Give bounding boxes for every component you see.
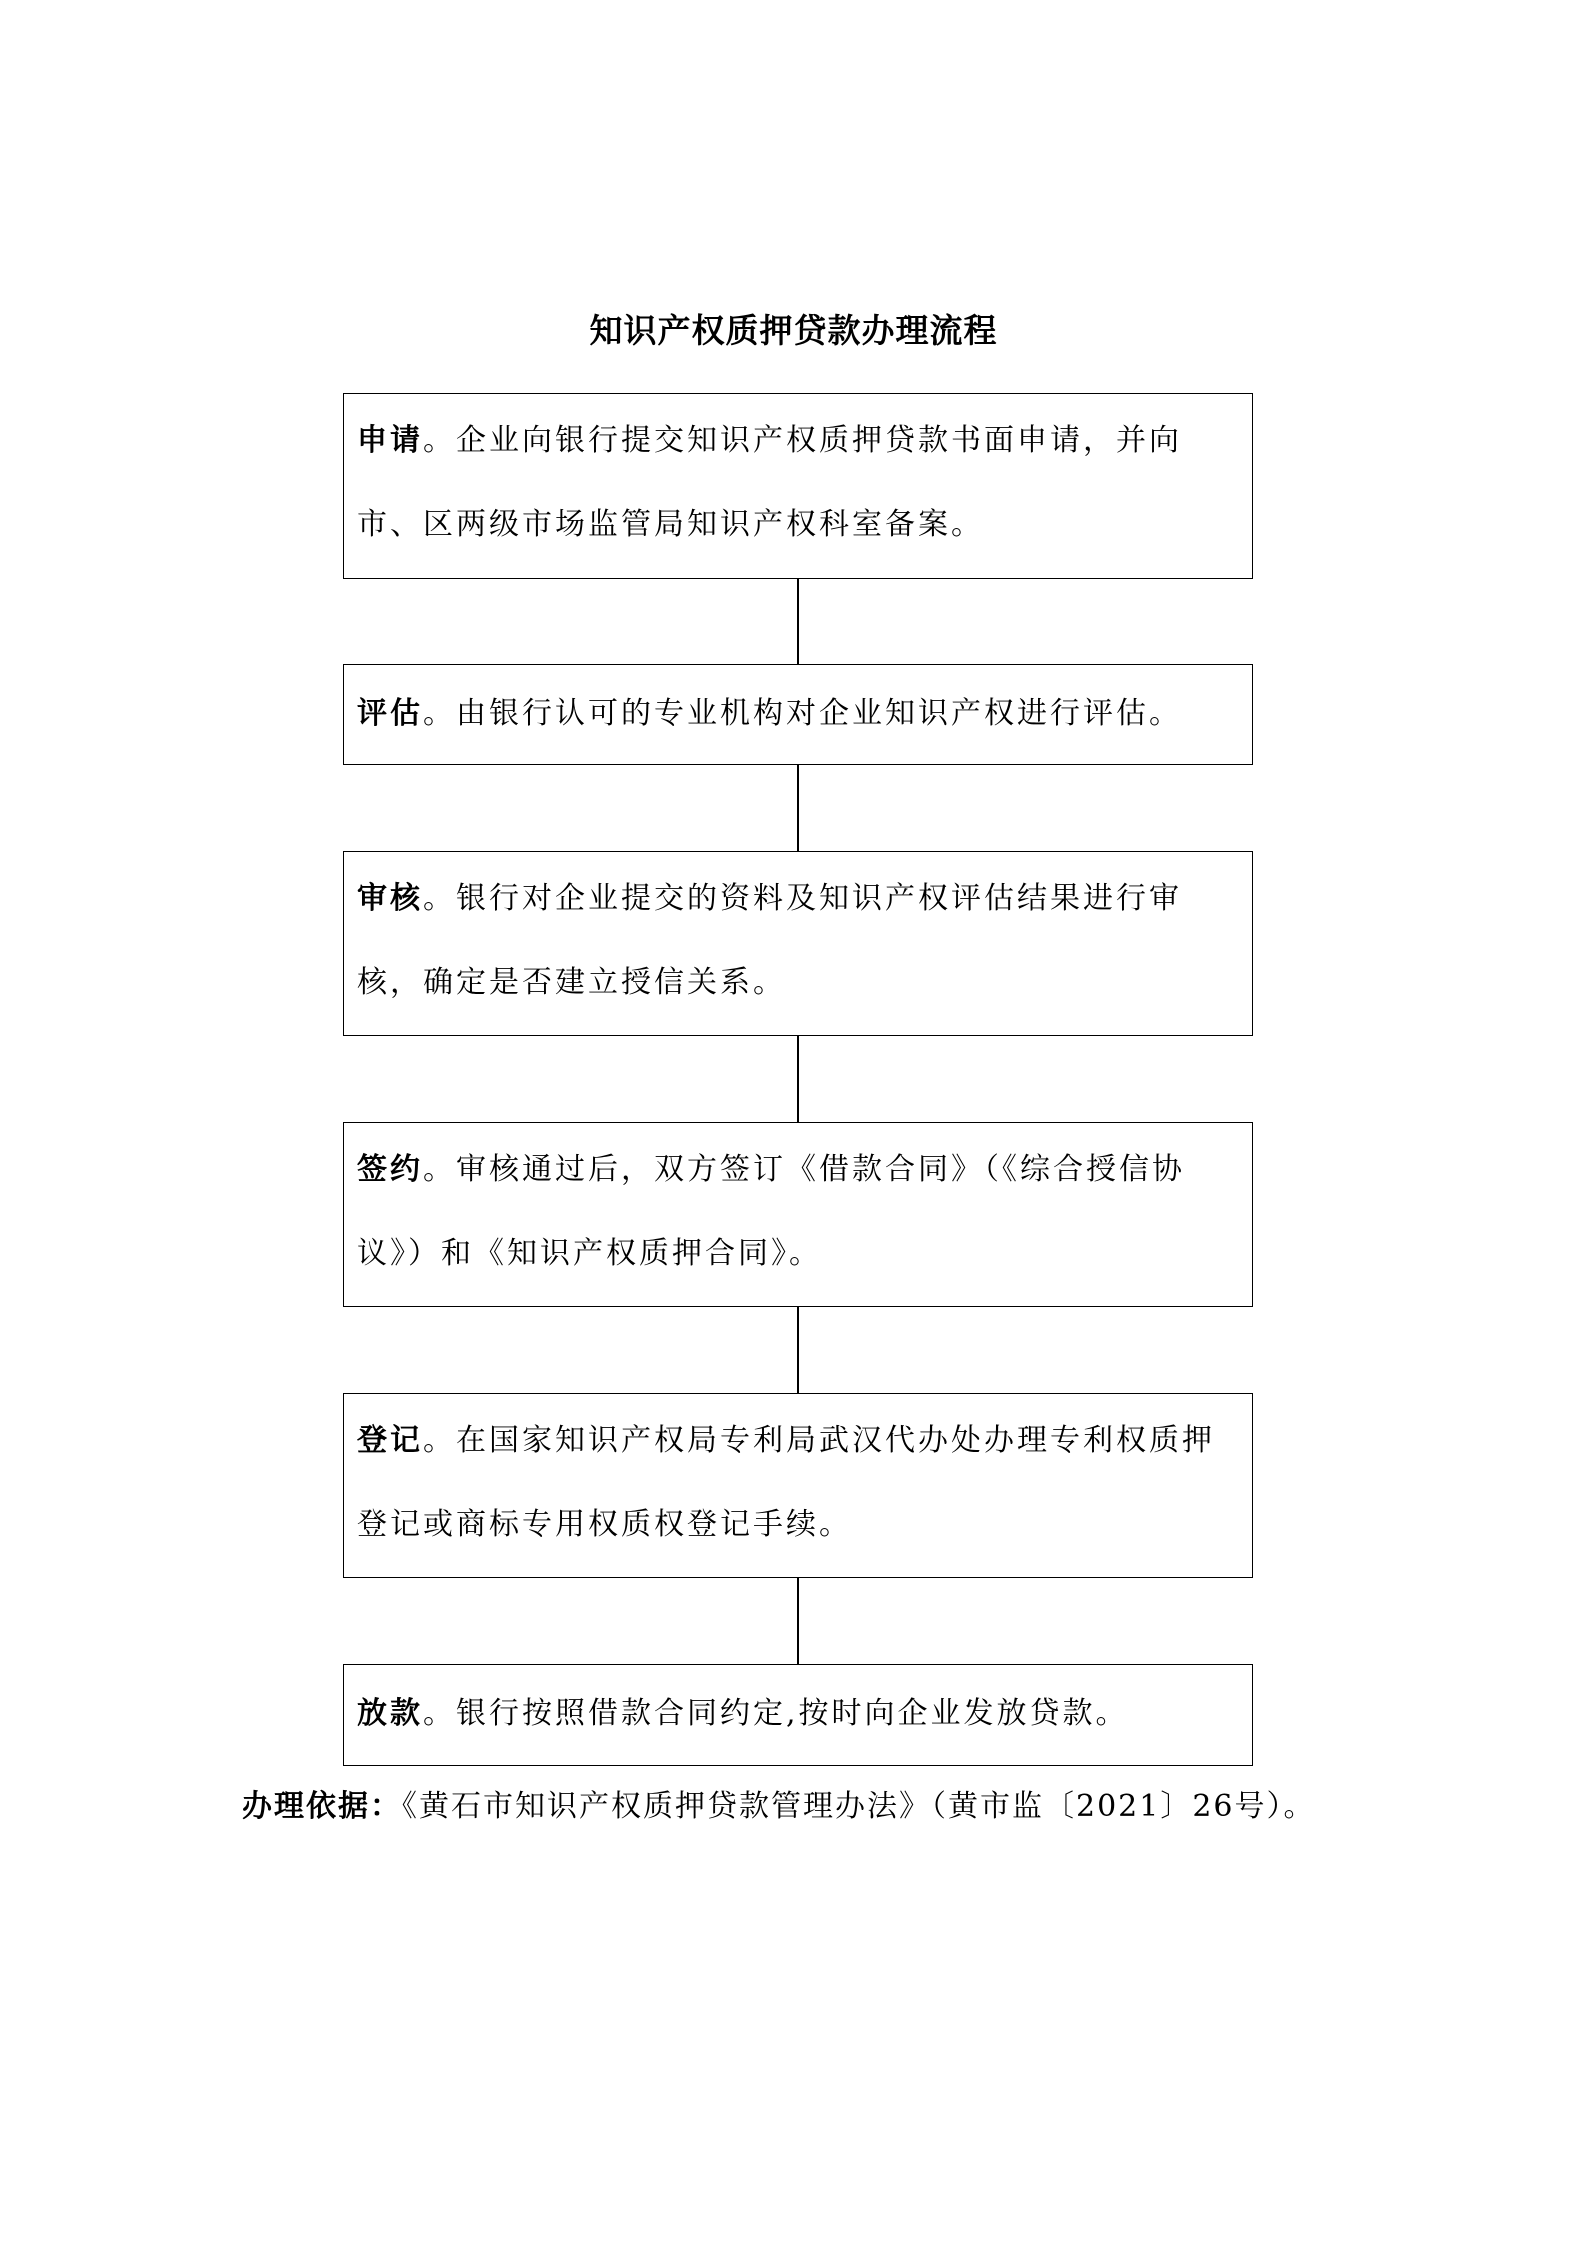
step-text: 。由银行认可的专业机构对企业知识产权进行评估。: [423, 696, 1182, 731]
step-review-box: [343, 851, 1253, 1036]
step-text: 。在国家知识产权局专利局武汉代办处办理专利权质押登记或商标专用权质权登记手续。: [357, 1423, 1215, 1542]
flow-connector: [797, 579, 799, 664]
step-sign-box: [343, 1122, 1253, 1307]
flow-connector: [797, 1036, 799, 1122]
flow-connector: [797, 1307, 799, 1393]
basis-label: 办理依据：: [242, 1789, 402, 1824]
step-text: 。企业向银行提交知识产权质押贷款书面申请，并向市、区两级市场监管局知识产权科室备案。: [357, 423, 1182, 542]
step-evaluate-box: [343, 664, 1253, 765]
flow-connector: [797, 765, 799, 851]
flow-connector: [797, 1578, 799, 1664]
step-label: 放款: [357, 1696, 423, 1731]
step-label: 申请: [357, 423, 423, 458]
basis-text: 《黄石市知识产权质押贷款管理办法》（黄市监〔2021〕26号）。: [402, 1789, 1316, 1824]
step-label: 评估: [357, 696, 423, 731]
basis-note: [242, 1782, 1362, 1832]
step-disburse-box: [343, 1664, 1253, 1766]
step-label: 登记: [357, 1423, 423, 1458]
step-text: 。银行按照借款合同约定,按时向企业发放贷款。: [423, 1696, 1129, 1731]
step-register-box: [343, 1393, 1253, 1578]
page-title: 知识产权质押贷款办理流程: [589, 311, 998, 350]
step-label: 签约: [357, 1152, 423, 1187]
step-apply-box: [343, 393, 1253, 579]
step-label: 审核: [357, 881, 423, 916]
step-text: 。银行对企业提交的资料及知识产权评估结果进行审核，确定是否建立授信关系。: [357, 881, 1182, 1000]
step-text: 。审核通过后，双方签订《借款合同》（《综合授信协议》）和《知识产权质押合同》。: [357, 1152, 1185, 1271]
